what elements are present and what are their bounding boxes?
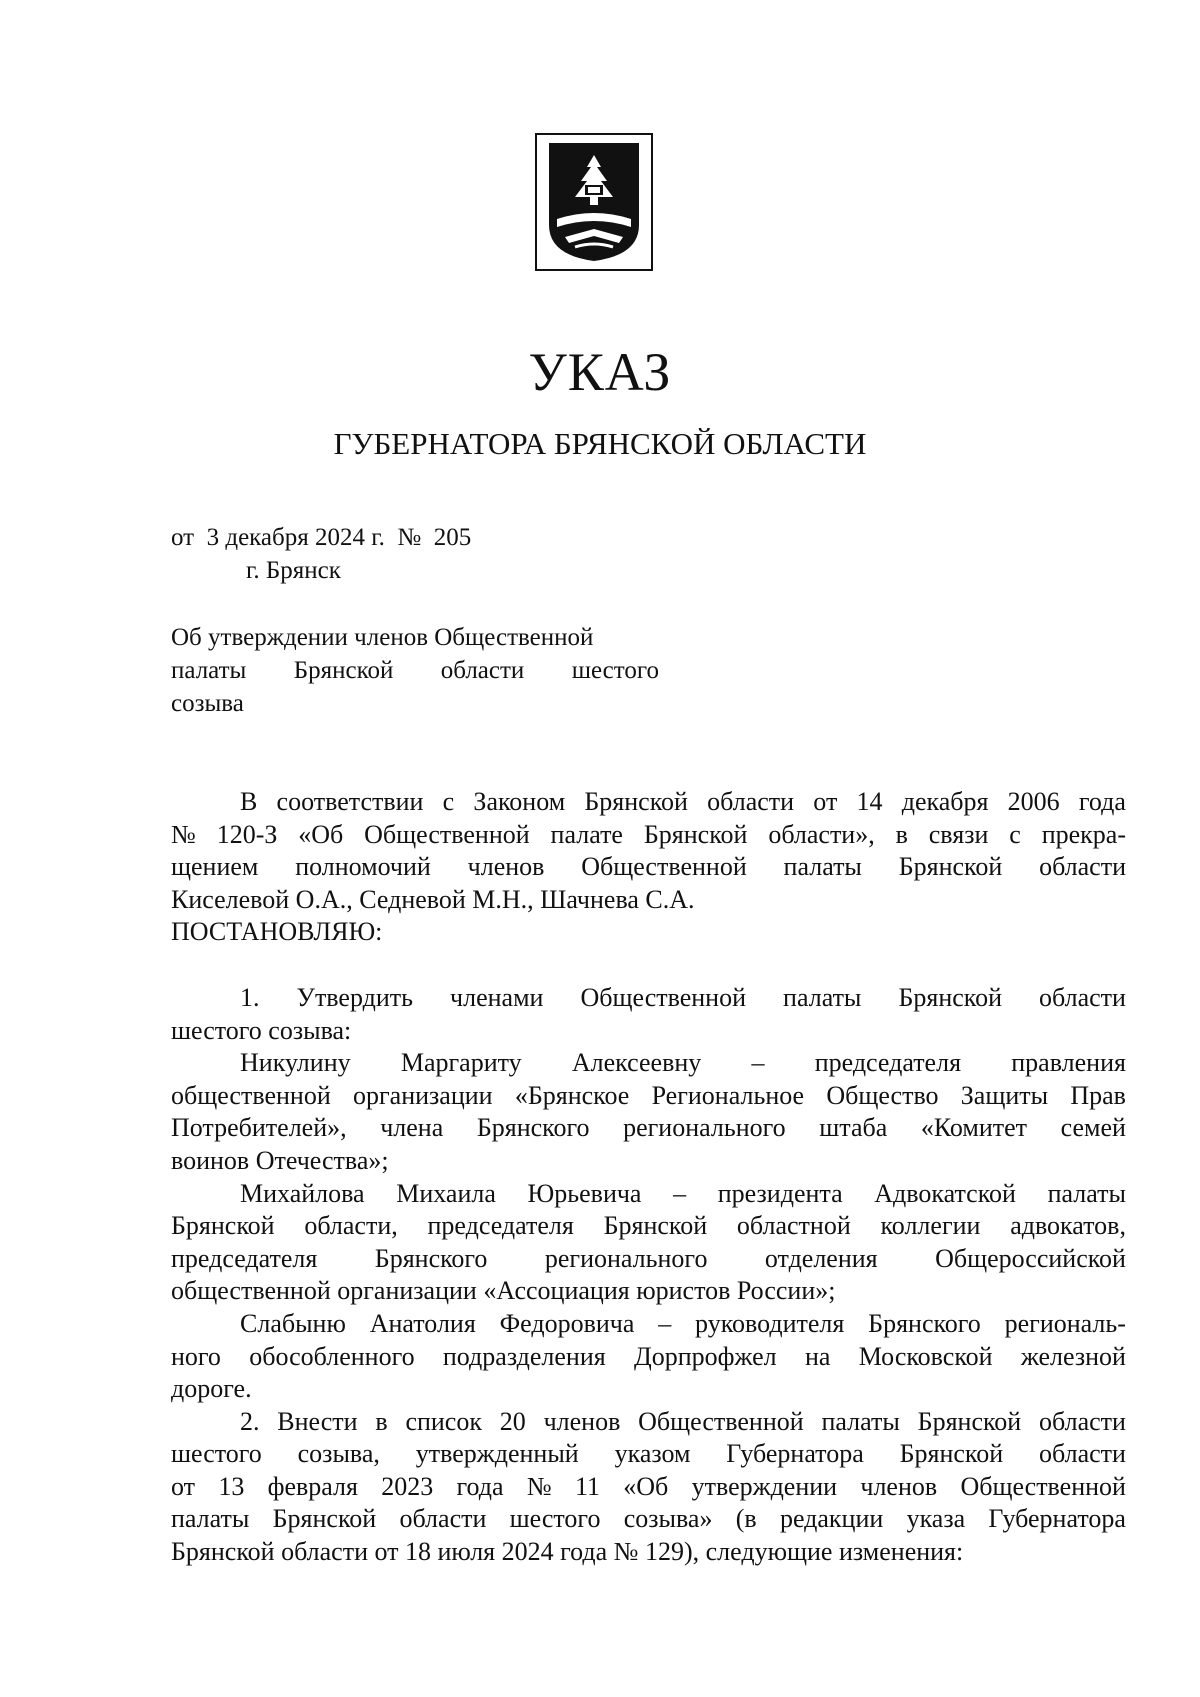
word: организации: [352, 1080, 493, 1110]
word: Потребителей»,: [171, 1113, 347, 1143]
word: руководителя: [695, 1308, 845, 1338]
word: Брянской: [171, 1211, 275, 1241]
body-line: Брянской области от 18 июля 2024 года № 129), следующие изменения:: [171, 1537, 964, 1567]
word: Брянской: [603, 1211, 708, 1241]
word: от: [813, 787, 838, 816]
word: связи: [928, 819, 989, 849]
word: Московской: [858, 1341, 993, 1371]
word: в: [895, 819, 908, 849]
word: председателя: [171, 1243, 318, 1273]
word: Законом: [473, 787, 566, 816]
word: редакции: [779, 1504, 884, 1534]
word: Никулину: [240, 1048, 351, 1078]
word: обособленного: [249, 1341, 415, 1371]
word: полномочий: [295, 852, 431, 882]
word: Брянской: [272, 1504, 377, 1534]
date-number-line: от 3 декабря 2024 г. № 205: [171, 524, 472, 551]
body-line: [171, 1341, 1126, 1374]
word: Общественной: [364, 819, 530, 849]
word: 2006: [1007, 787, 1060, 816]
word: прекра-: [1041, 819, 1126, 849]
body-line: [171, 1438, 1126, 1471]
subject-block: [171, 621, 659, 720]
word: Юрьевича: [527, 1178, 642, 1208]
word: года: [456, 1471, 504, 1501]
word: семей: [1060, 1113, 1126, 1143]
word: Михайлова: [240, 1178, 365, 1208]
word: 14: [856, 787, 883, 816]
word: указа: [906, 1504, 966, 1534]
word: (в: [735, 1504, 757, 1534]
word: Прав: [1070, 1080, 1126, 1110]
word: Брянской: [898, 852, 1003, 882]
word: палаты: [821, 1406, 900, 1436]
word: Губернатора: [988, 1504, 1126, 1534]
word: области»,: [768, 819, 875, 849]
word: общественной: [171, 1080, 331, 1110]
member-1-paragraph: [171, 1047, 1126, 1177]
word: Общество: [826, 1080, 939, 1110]
word: председателя: [427, 1211, 574, 1241]
word: Утвердить: [296, 982, 413, 1012]
item-2-paragraph: [171, 1406, 1126, 1569]
word: «Об: [298, 819, 344, 849]
word: «Комитет: [920, 1113, 1028, 1143]
word: с: [1009, 819, 1021, 849]
word: шестого: [171, 1439, 262, 1469]
word: указом: [614, 1439, 691, 1469]
word: с: [442, 787, 455, 816]
subject-line: созыва: [171, 690, 244, 717]
word: области: [707, 787, 795, 816]
word: 13: [218, 1471, 245, 1501]
word: В: [240, 787, 258, 816]
subject-word: шестого: [571, 657, 659, 684]
word: Региональное: [651, 1080, 805, 1110]
body-line: [171, 1178, 1126, 1211]
word: правления: [1011, 1048, 1126, 1078]
word: –: [751, 1048, 765, 1078]
word: Брянского: [476, 1113, 590, 1143]
word: членами: [450, 982, 544, 1012]
word: палаты: [1047, 1178, 1126, 1208]
word: №: [171, 819, 196, 849]
word: членов: [467, 852, 545, 882]
word: Общероссийской: [935, 1243, 1126, 1273]
word: областной: [736, 1211, 851, 1241]
word: членов: [543, 1406, 621, 1436]
subject-word: палаты: [171, 657, 247, 684]
word: железной: [1020, 1341, 1126, 1371]
word: Защиты: [960, 1080, 1049, 1110]
member-3-paragraph: [171, 1308, 1126, 1406]
word: февраля: [267, 1471, 358, 1501]
word: штаба: [819, 1113, 888, 1143]
subject-line: Об утверждении членов Общественной: [171, 624, 594, 651]
word: Брянской: [643, 819, 748, 849]
coat-of-arms-icon: [535, 133, 653, 271]
member-2-paragraph: [171, 1178, 1126, 1308]
body-line: [171, 851, 1126, 884]
body-line: [171, 1112, 1126, 1145]
word: 2023: [381, 1471, 434, 1501]
subject-line-justified: [171, 654, 659, 687]
word: Губернатора: [726, 1439, 864, 1469]
document-body: [171, 786, 1126, 1569]
word: соответствии: [276, 787, 424, 816]
body-line: [171, 1503, 1126, 1536]
word: президента: [717, 1178, 843, 1208]
word: члена: [380, 1113, 444, 1143]
body-line: шестого созыва:: [171, 1015, 352, 1045]
word: щением: [171, 852, 259, 882]
word: шестого: [509, 1504, 601, 1534]
body-line: [171, 786, 1126, 819]
word: 1.: [240, 982, 260, 1012]
word: председателя: [814, 1048, 962, 1078]
word: созыва»: [623, 1504, 713, 1534]
word: Брянской: [899, 1439, 1004, 1469]
word: Слабыню: [240, 1308, 346, 1338]
word: Брянского: [868, 1308, 981, 1338]
word: 20: [499, 1406, 526, 1436]
word: области: [1039, 1439, 1126, 1469]
word: регионального: [623, 1113, 786, 1143]
coat-of-arms-graphic: [535, 133, 653, 271]
word: палате: [550, 819, 623, 849]
decree-word: ПОСТАНОВЛЯЮ:: [171, 917, 383, 947]
paragraph-gap: [171, 949, 1126, 982]
word: 2.: [240, 1406, 260, 1436]
word: 120-З: [216, 819, 278, 849]
document-subtitle: ГУБЕРНАТОРА БРЯНСКОЙ ОБЛАСТИ: [333, 426, 867, 461]
word: региональ-: [1004, 1308, 1126, 1338]
word: –: [673, 1178, 687, 1208]
word: области: [1039, 1406, 1126, 1436]
word: Алексеевну: [571, 1048, 702, 1078]
word: коллегии: [880, 1211, 981, 1241]
word: области,: [304, 1211, 398, 1241]
word: палаты: [171, 1504, 250, 1534]
subject-word: Брянской: [293, 657, 394, 684]
word: Брянской: [584, 787, 688, 816]
word: Общественной: [638, 1406, 804, 1436]
word: Анатолия: [369, 1308, 476, 1338]
city-line: г. Брянск: [246, 557, 341, 584]
word: Маргариту: [400, 1048, 522, 1078]
word: «Об: [623, 1471, 669, 1501]
word: членов: [860, 1471, 938, 1501]
word: «Брянское: [514, 1080, 630, 1110]
word: Внести: [277, 1406, 358, 1436]
body-line: [171, 1471, 1126, 1504]
word: –: [658, 1308, 672, 1338]
body-line: воинов Отечества»;: [171, 1145, 389, 1175]
word: регионального: [544, 1243, 708, 1273]
word: список: [405, 1406, 482, 1436]
word: отделения: [764, 1243, 878, 1273]
word: утвержденный: [415, 1439, 579, 1469]
word: области: [399, 1504, 487, 1534]
word: Федоровича: [499, 1308, 635, 1338]
word: Общественной: [580, 982, 747, 1012]
word: года: [1078, 787, 1126, 816]
word: №: [526, 1471, 552, 1501]
word: декабря: [901, 787, 989, 816]
subject-word: области: [440, 657, 525, 684]
item-1-paragraph: [171, 982, 1126, 1047]
body-line: [171, 1080, 1126, 1113]
word: Дорпрофжел: [634, 1341, 777, 1371]
word: палаты: [783, 852, 862, 882]
body-line: [171, 819, 1126, 852]
body-line: [171, 1210, 1126, 1243]
word: Брянской: [898, 982, 1003, 1012]
word: области: [1039, 852, 1126, 882]
word: Общественной: [960, 1471, 1126, 1501]
body-line: [171, 1243, 1126, 1276]
word: Общественной: [581, 852, 747, 882]
word: Брянской: [917, 1406, 1022, 1436]
word: в: [375, 1406, 388, 1436]
word: утверждении: [691, 1471, 838, 1501]
word: подразделения: [442, 1341, 606, 1371]
word: ного: [171, 1341, 221, 1371]
body-line: [171, 1308, 1126, 1341]
word: на: [804, 1341, 831, 1371]
body-line: [171, 1047, 1126, 1080]
word: 11: [574, 1471, 600, 1501]
body-line: [171, 982, 1126, 1015]
word: палаты: [783, 982, 862, 1012]
word: созыва,: [297, 1439, 380, 1469]
word: адвокатов,: [1010, 1211, 1126, 1241]
word: Михаила: [396, 1178, 496, 1208]
body-line: Киселевой О.А., Седневой М.Н., Шачнева С.А.: [171, 884, 695, 914]
body-line: [171, 1406, 1126, 1439]
word: от: [171, 1471, 196, 1501]
preamble-paragraph: [171, 786, 1126, 916]
word: области: [1039, 982, 1126, 1012]
word: Брянского: [374, 1243, 488, 1273]
body-line: дороге.: [171, 1374, 252, 1404]
word: Адвокатской: [874, 1178, 1016, 1208]
document-title: УКАЗ: [528, 342, 672, 402]
body-line: общественной организации «Ассоциация юристов России»;: [171, 1276, 836, 1306]
